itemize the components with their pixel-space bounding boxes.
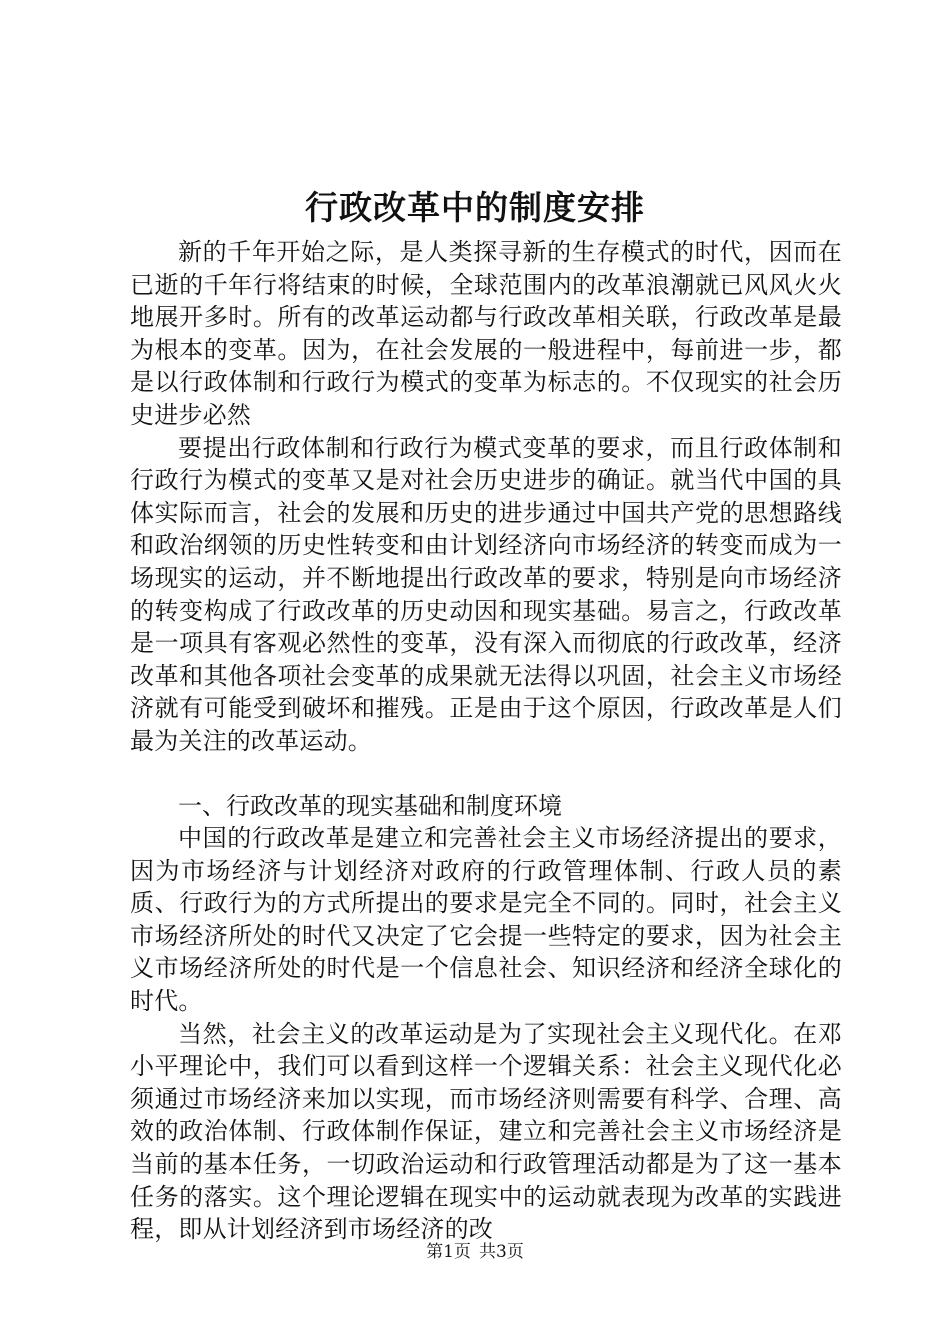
paragraph-1: 新的千年开始之际，是人类探寻新的生存模式的时代，因而在已逝的千年行将结束的时候，全球范围内的改革浪潮就已风风火火地展开多时。所有的改革运动都与行政改革相关联，行政改革是最为根本的变革。因为，在社会发展的一般进程中，每前进一步，都是以行政体制和行政行为模式的变革为标志的。不仅现实的社会历史进步必然: [130, 238, 842, 429]
paragraph-2: 要提出行政体制和行政行为模式变革的要求，而且行政体制和行政行为模式的变革又是对社会历史进步的确证。就当代中国的具体实际而言，社会的发展和历史的进步通过中国共产党的思想路线和政治纲领的历史性转变和由计划经济向市场经济的转变而成为一场现实的运动，并不断地提出行政改革的要求，特别是向市场经济的转变构成了行政改革的历史动因和现实基础。易言之，行政改革是一项具有客观必然性的变革，没有深入而彻底的行政改革，经济改革和其他各项社会变革的成果就无法得以巩固，社会主义市场经济就有可能受到破坏和摧残。正是由于这个原因，行政改革是人们最为关注的改革运动。: [130, 433, 842, 755]
blank-line: [130, 758, 842, 790]
page-number: 第1页: [426, 1242, 471, 1262]
page-total: 共3页: [479, 1242, 524, 1262]
section-paragraph-2: 当然，社会主义的改革运动是为了实现社会主义现代化。在邓小平理论中，我们可以看到这样一个逻辑关系：社会主义现代化必须通过市场经济来加以实现，而市场经济则需要有科学、合理、高效的政治体制、行政体制作保证，建立和完善社会主义市场经济是当前的基本任务，一切政治运动和行政管理活动都是为了这一基本任务的落实。这个理论逻辑在现实中的运动就表现为改革的实践进程，即从计划经济到市场经济的改: [130, 1019, 842, 1244]
page-footer: [0, 1240, 950, 1264]
document-title: 行政改革中的制度安排: [305, 188, 645, 227]
document-body: [130, 236, 842, 1246]
section-paragraph-1: 中国的行政改革是建立和完善社会主义市场经济提出的要求，因为市场经济与计划经济对政府的行政管理体制、行政人员的素质、行政行为的方式所提出的要求是完全不同的。同时，社会主义市场经济所处的时代又决定了它会提一些特定的要求，因为社会主义市场经济所处的时代是一个信息社会、知识经济和经济全球化的时代。: [130, 824, 842, 1016]
section-heading: 一、行政改革的现实基础和制度环境: [178, 791, 562, 820]
